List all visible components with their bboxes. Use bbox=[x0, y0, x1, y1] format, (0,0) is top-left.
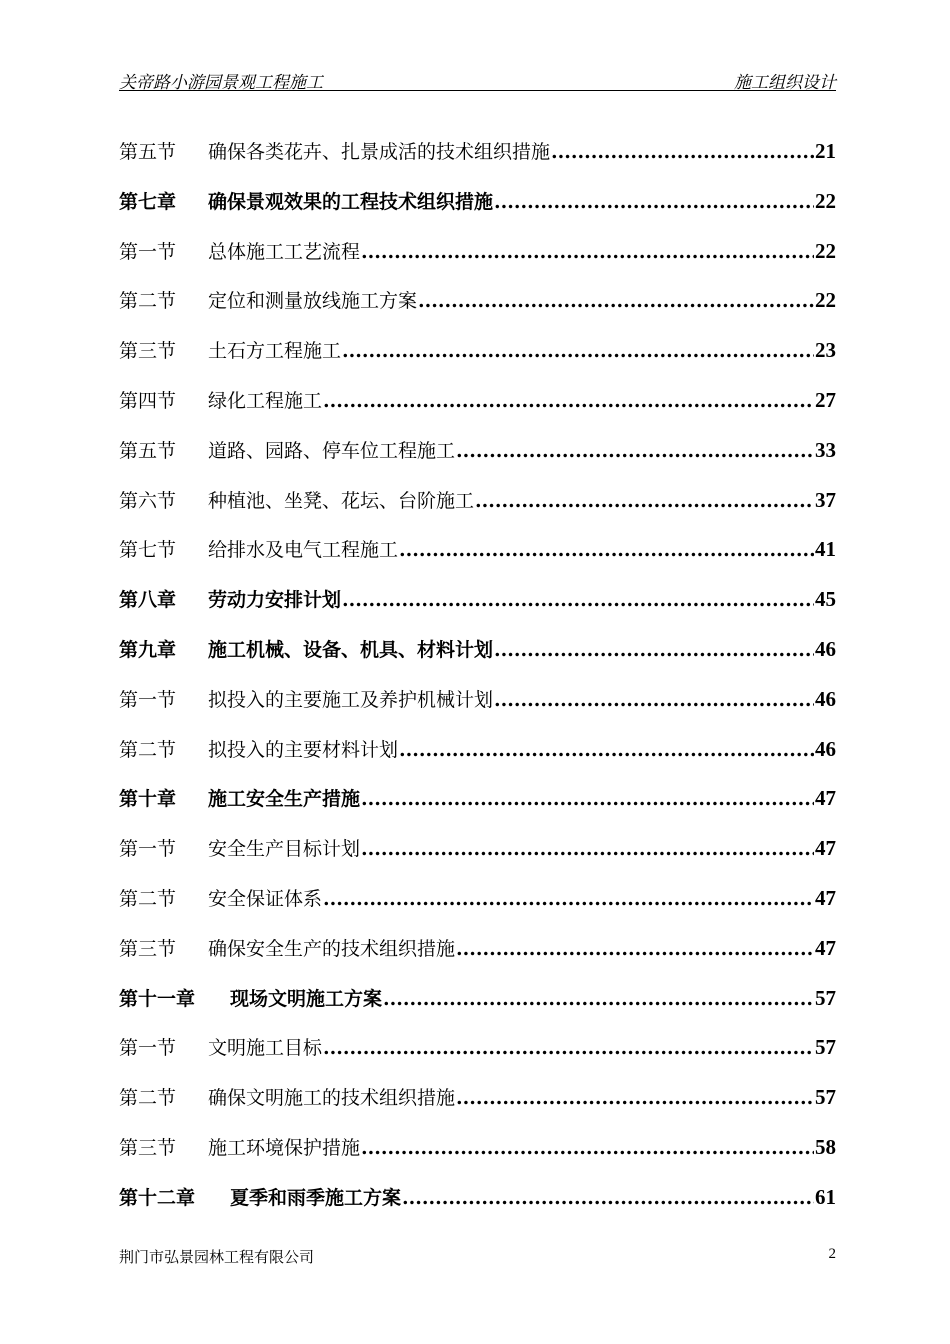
toc-leader-dots bbox=[323, 884, 814, 914]
toc-section-entry[interactable] bbox=[119, 1082, 836, 1132]
toc-entry-title: 确保安全生产的技术组织措施 bbox=[208, 937, 456, 960]
toc-entry-page-number: 22 bbox=[815, 188, 836, 213]
toc-entry-label: 第二节 bbox=[119, 887, 177, 910]
toc-chapter-entry[interactable] bbox=[119, 584, 836, 634]
toc-entry-label: 第五节 bbox=[119, 141, 177, 163]
toc-section-entry[interactable] bbox=[119, 236, 836, 286]
toc-entry-title: 现场文明施工方案 bbox=[230, 987, 383, 1010]
page-header bbox=[119, 66, 836, 91]
toc-leader-dots bbox=[402, 1183, 814, 1213]
toc-section-entry[interactable] bbox=[119, 1032, 836, 1082]
toc-chapter-entry[interactable] bbox=[119, 634, 836, 684]
toc-leader-dots bbox=[494, 685, 814, 715]
toc-chapter-entry[interactable] bbox=[119, 983, 836, 1033]
toc-entry-title: 拟投入的主要施工及养护机械计划 bbox=[208, 688, 494, 711]
toc-entry-label: 第四节 bbox=[119, 389, 177, 412]
footer-page-number: 2 bbox=[828, 1246, 836, 1262]
toc-entry-label: 第七章 bbox=[119, 190, 177, 213]
toc-section-entry[interactable] bbox=[119, 883, 836, 933]
toc-entry-label: 第六节 bbox=[119, 489, 177, 512]
toc-entry-label: 第十二章 bbox=[119, 1186, 196, 1209]
toc-entry-page-number: 58 bbox=[815, 1134, 836, 1159]
toc-leader-dots bbox=[418, 286, 814, 316]
toc-entry-label: 第二节 bbox=[119, 290, 177, 313]
toc-entry-label: 第二节 bbox=[119, 738, 177, 761]
toc-leader-dots bbox=[361, 834, 814, 864]
toc-entry-page-number: 47 bbox=[815, 836, 836, 861]
toc-entry-page-number: 45 bbox=[815, 587, 836, 612]
toc-leader-dots bbox=[342, 336, 814, 366]
toc-section-entry[interactable] bbox=[119, 485, 836, 535]
toc-entry-page-number: 57 bbox=[815, 1085, 836, 1110]
toc-leader-dots bbox=[323, 386, 814, 416]
toc-section-entry[interactable] bbox=[119, 435, 836, 485]
toc-entry-title: 夏季和雨季施工方案 bbox=[230, 1186, 402, 1209]
toc-chapter-entry[interactable] bbox=[119, 186, 836, 236]
toc-entry-page-number: 57 bbox=[815, 1035, 836, 1060]
toc-leader-dots bbox=[456, 934, 814, 964]
toc-entry-page-number: 46 bbox=[815, 736, 836, 761]
toc-section-entry[interactable] bbox=[119, 335, 836, 385]
toc-entry-title: 给排水及电气工程施工 bbox=[208, 539, 399, 562]
toc-leader-dots bbox=[494, 635, 814, 665]
toc-entry-title: 确保景观效果的工程技术组织措施 bbox=[208, 190, 494, 213]
toc-entry-title: 总体施工工艺流程 bbox=[208, 240, 361, 263]
toc-entry-title: 道路、园路、停车位工程施工 bbox=[208, 439, 456, 462]
toc-entry-title: 确保各类花卉、扎景成活的技术组织措施 bbox=[208, 141, 551, 163]
toc-leader-dots bbox=[399, 735, 814, 765]
toc-entry-title: 确保文明施工的技术组织措施 bbox=[208, 1087, 456, 1110]
header-project-title: 关帝路小游园景观工程施工 bbox=[119, 73, 323, 93]
toc-leader-dots bbox=[342, 585, 814, 615]
toc-entry-title: 定位和测量放线施工方案 bbox=[208, 290, 418, 313]
toc-entry-label: 第十一章 bbox=[119, 987, 196, 1010]
toc-entry-page-number: 33 bbox=[815, 437, 836, 462]
toc-entry-title: 绿化工程施工 bbox=[208, 389, 323, 412]
toc-section-entry[interactable] bbox=[119, 285, 836, 335]
toc-entry-page-number: 21 bbox=[815, 139, 836, 163]
toc-entry-page-number: 22 bbox=[815, 238, 836, 263]
footer-company-name: 荆门市弘景园林工程有限公司 bbox=[119, 1248, 315, 1266]
toc-section-entry[interactable] bbox=[119, 933, 836, 983]
toc-leader-dots bbox=[475, 486, 814, 516]
toc-entry-label: 第一节 bbox=[119, 1037, 177, 1060]
toc-entry-label: 第十章 bbox=[119, 788, 177, 811]
toc-entry-title: 施工机械、设备、机具、材料计划 bbox=[208, 638, 494, 661]
toc-leader-dots bbox=[361, 237, 814, 267]
toc-leader-dots bbox=[323, 1033, 814, 1063]
toc-section-entry[interactable] bbox=[119, 136, 836, 186]
toc-leader-dots bbox=[361, 784, 814, 814]
toc-chapter-entry[interactable] bbox=[119, 783, 836, 833]
toc-leader-dots bbox=[399, 535, 814, 565]
toc-entry-label: 第五节 bbox=[119, 439, 177, 462]
header-document-type: 施工组织设计 bbox=[734, 73, 836, 93]
toc-leader-dots bbox=[361, 1133, 814, 1163]
toc-entry-page-number: 37 bbox=[815, 487, 836, 512]
toc-leader-dots bbox=[494, 187, 814, 217]
toc-entry-page-number: 47 bbox=[815, 786, 836, 811]
toc-entry-page-number: 57 bbox=[815, 985, 836, 1010]
toc-section-entry[interactable] bbox=[119, 833, 836, 883]
toc-entry-page-number: 46 bbox=[815, 636, 836, 661]
toc-section-entry[interactable] bbox=[119, 734, 836, 784]
toc-entry-title: 劳动力安排计划 bbox=[208, 589, 342, 612]
toc-entry-label: 第二节 bbox=[119, 1087, 177, 1110]
toc-entry-label: 第八章 bbox=[119, 589, 177, 612]
toc-entry-page-number: 22 bbox=[815, 288, 836, 313]
toc-entry-label: 第一节 bbox=[119, 240, 177, 263]
toc-entry-title: 安全生产目标计划 bbox=[208, 838, 361, 861]
toc-entry-page-number: 27 bbox=[815, 387, 836, 412]
toc-entry-title: 拟投入的主要材料计划 bbox=[208, 738, 399, 761]
toc-entry-label: 第三节 bbox=[119, 340, 177, 363]
toc-entry-title: 种植池、坐凳、花坛、台阶施工 bbox=[208, 489, 475, 512]
toc-entry-label: 第一节 bbox=[119, 838, 177, 861]
toc-entry-label: 第三节 bbox=[119, 1136, 177, 1159]
toc-leader-dots bbox=[383, 984, 814, 1014]
toc-section-entry[interactable] bbox=[119, 385, 836, 435]
toc-entry-label: 第一节 bbox=[119, 688, 177, 711]
toc-section-entry[interactable] bbox=[119, 534, 836, 584]
toc-leader-dots bbox=[456, 1083, 814, 1113]
toc-entry-title: 施工安全生产措施 bbox=[208, 788, 361, 811]
toc-entry-label: 第三节 bbox=[119, 937, 177, 960]
toc-chapter-entry[interactable] bbox=[119, 1182, 836, 1232]
table-of-contents bbox=[119, 136, 836, 1232]
toc-entry-page-number: 46 bbox=[815, 686, 836, 711]
toc-section-entry[interactable] bbox=[119, 1132, 836, 1182]
toc-entry-title: 施工环境保护措施 bbox=[208, 1136, 361, 1159]
toc-leader-dots bbox=[551, 137, 814, 167]
toc-entry-title: 安全保证体系 bbox=[208, 887, 323, 910]
toc-entry-page-number: 61 bbox=[815, 1184, 836, 1209]
toc-entry-label: 第九章 bbox=[119, 638, 177, 661]
toc-entry-page-number: 41 bbox=[815, 537, 836, 562]
toc-entry-title: 文明施工目标 bbox=[208, 1037, 323, 1060]
toc-entry-title: 土石方工程施工 bbox=[208, 340, 342, 363]
toc-entry-page-number: 47 bbox=[815, 885, 836, 910]
toc-section-entry[interactable] bbox=[119, 684, 836, 734]
toc-entry-label: 第七节 bbox=[119, 539, 177, 562]
toc-leader-dots bbox=[456, 436, 814, 466]
toc-entry-page-number: 23 bbox=[815, 338, 836, 363]
toc-entry-page-number: 47 bbox=[815, 935, 836, 960]
